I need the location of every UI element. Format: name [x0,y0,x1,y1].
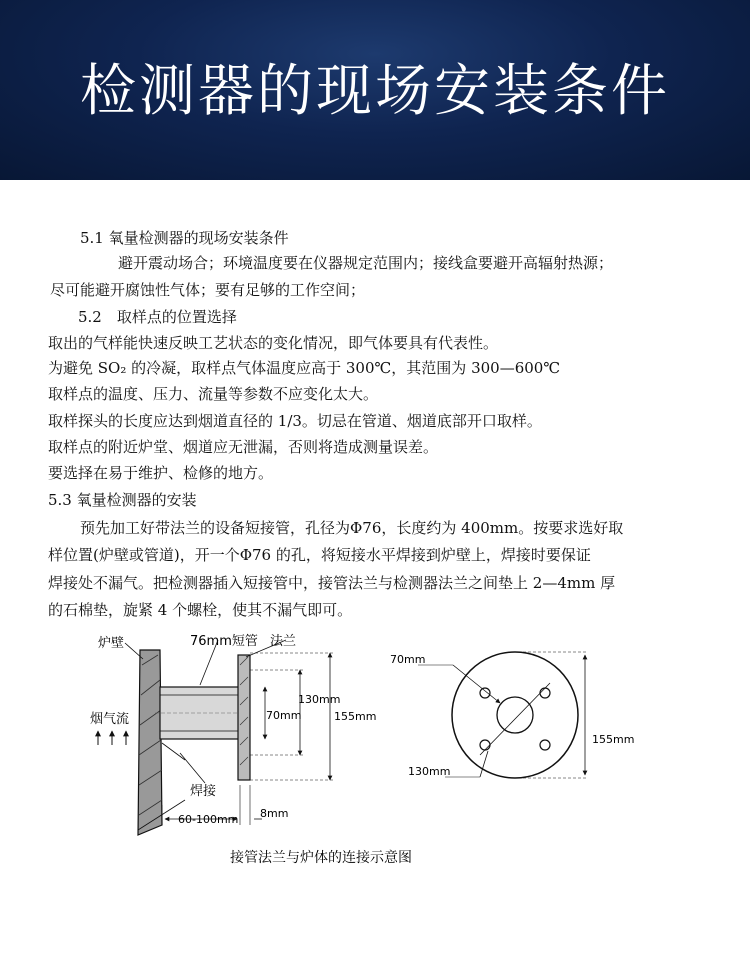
label-dim-60-100: 60-100mm [178,813,239,826]
page-title: 检测器的现场安装条件 [80,59,670,124]
diagram-caption: 接管法兰与炉体的连接示意图 [230,850,412,866]
label-flange: 法兰 [270,634,297,649]
section-5-2-heading: 5.2 取样点的位置选择 [78,308,237,326]
section-5-3-text-line4: 的石棉垫，旋紧 4 个螺栓，使其不漏气即可。 [48,601,353,619]
furnace-wall-shape [138,650,162,835]
label-dim-130: 130mm [298,693,341,706]
label-furnace-wall: 炉壁 [98,636,125,651]
label-dim-8: 8mm [260,807,289,820]
section-5-3-text-line2: 样位置(炉壁或管道)，开一个Φ76 的孔，将短接水平焊接到炉壁上，焊接时要保证 [48,546,591,564]
section-5-2-item: 要选择在易于维护、检修的地方。 [48,464,274,482]
label-right-130: 130mm [408,765,451,778]
short-pipe-shape [155,687,245,739]
section-5-1-text-line1: 避开震动场合；环境温度要在仪器规定范围内；接线盒要避开高辐射热源； [118,254,614,272]
section-5-3-text-line1: 预先加工好带法兰的设备短接管，孔径为Φ76，长度约为 400mm。按要求选好取 [80,519,624,537]
section-5-2-item: 取样点的温度、压力、流量等参数不应变化太大。 [48,385,379,403]
section-5-3-heading: 5.3 氧量检测器的安装 [48,491,197,509]
label-right-70: 70mm [390,653,426,666]
section-5-2-item: 取样点的附近炉堂、烟道应无泄漏，否则将造成测量误差。 [48,438,439,456]
section-5-2-item: 取出的气样能快速反映工艺状态的变化情况，即气体要具有代表性。 [48,334,499,352]
flange-front-view [452,652,578,778]
label-right-155: 155mm [592,733,635,746]
section-5-2-item: 为避免 SO₂ 的冷凝，取样点气体温度应高于 300℃，其范围为 300—600℃ [48,359,561,377]
label-dim-155: 155mm [334,710,377,723]
label-short-pipe: 76mm短管 [190,634,258,649]
section-5-1-heading: 5.1 氧量检测器的现场安装条件 [80,229,289,247]
flue-gas-arrows [98,731,126,745]
connection-diagram [40,625,720,875]
section-5-1-text-line2: 尽可能避开腐蚀性气体；要有足够的工作空间； [50,281,366,299]
label-dim-70: 70mm [266,709,302,722]
section-5-3-text-line3: 焊接处不漏气。把检测器插入短接管中，接管法兰与检测器法兰之间垫上 2—4mm 厚 [48,574,616,592]
label-flue-gas: 烟气流 [90,712,130,727]
header-banner [0,0,750,180]
section-5-2-item: 取样探头的长度应达到烟道直径的 1/3。切忌在管道、烟道底部开口取样。 [48,412,542,430]
label-weld: 焊接 [190,784,217,799]
flange-shape [238,655,250,780]
